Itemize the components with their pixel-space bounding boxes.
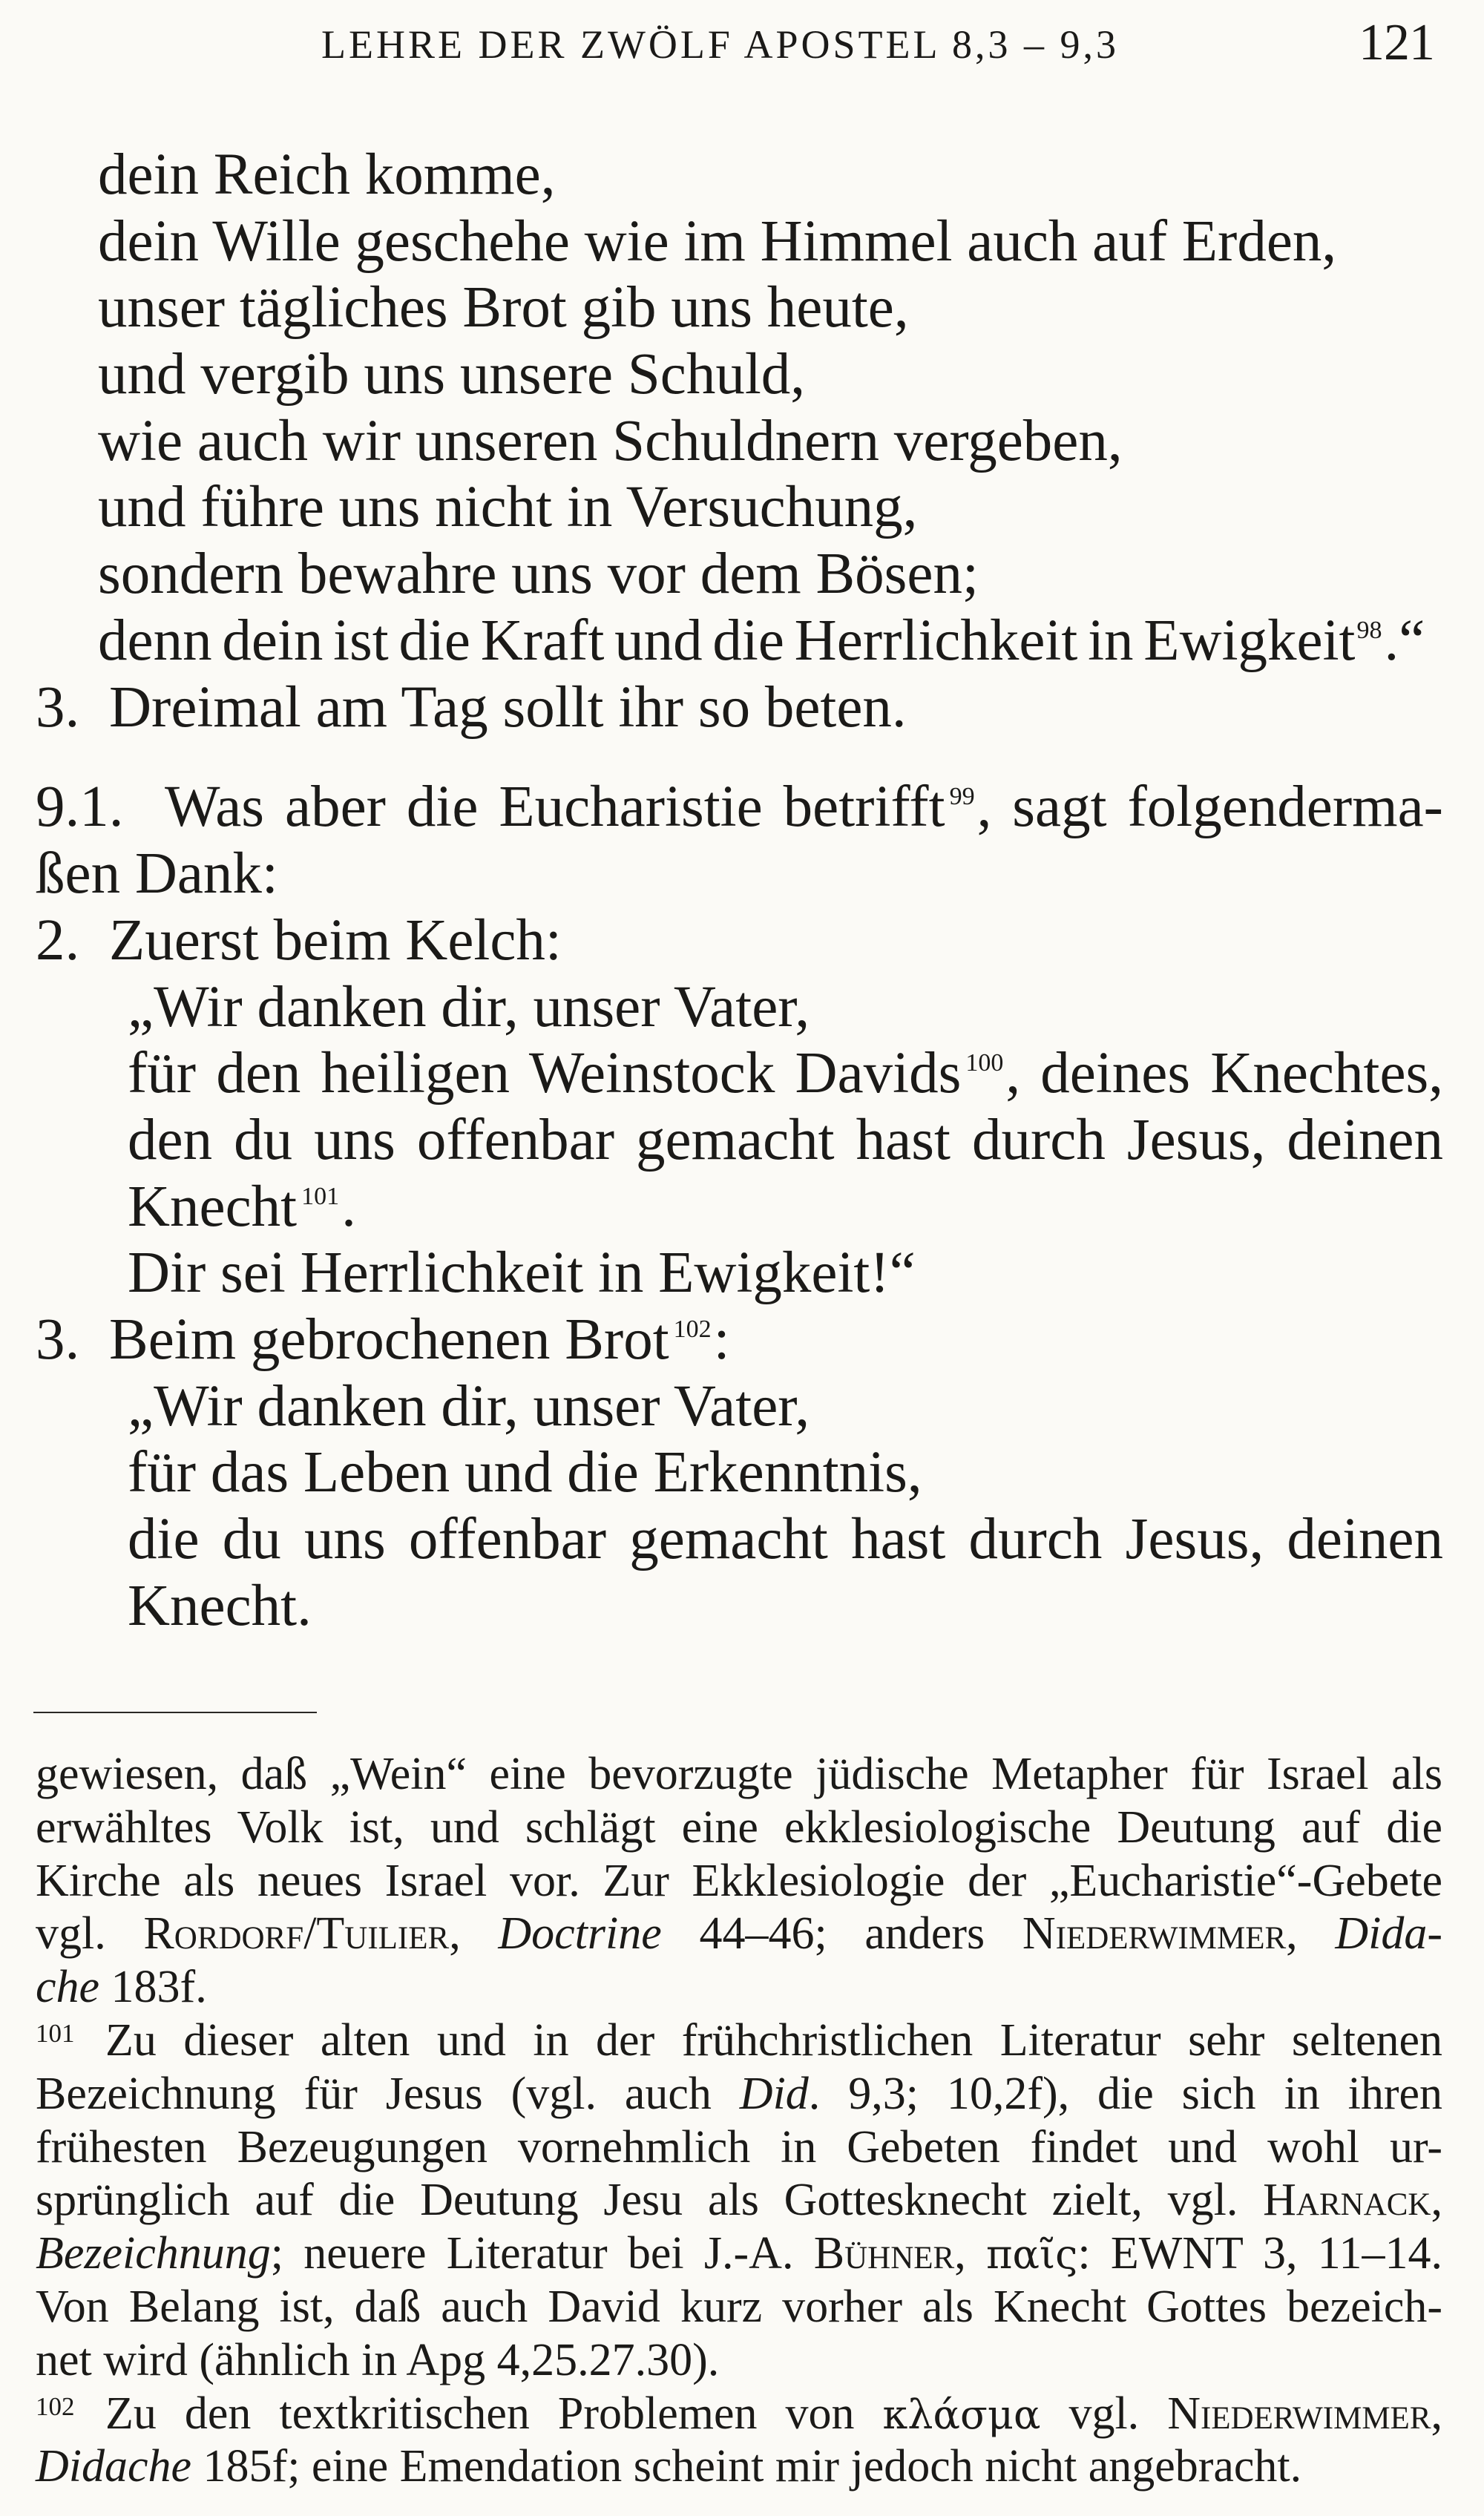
text-segment: 183f. [99,1962,207,2013]
text-segment: sprünglich auf die Deutung Jesu als Gottesknecht zielt, vgl. [36,2175,1264,2226]
bread-prayer-line: „Wir danken dir, unser Vater, [128,1373,810,1439]
doxology-line [0,608,1443,674]
footnote-100-line: gewiesen, daß „Wein“ eine bevorzugte jüdische Metapher für Israel als [36,1749,1442,1799]
text-segment: ; neuere Literatur bei J.-A. [270,2228,814,2279]
text-segment: , [449,1908,499,1960]
cup-prayer-line: Dir sei Herrlichkeit in Ewigkeit!“ [128,1241,916,1306]
verse-9-3 [0,1307,1443,1373]
footnote-101-line: net wird (ähnlich in Apg 4,25.27.30). [36,2334,720,2385]
verse-number: 2. [36,907,80,973]
greek-term: κλάσμα [882,2391,1041,2438]
footnote-100-line [36,1961,1442,2014]
verse-9-1 [0,774,1443,841]
text-segment: vgl. [36,1908,144,1960]
prayer-line: dein Wille geschehe wie im Himmel auch auf Erden, [98,208,1337,274]
verse-text: Zuerst beim Kelch: [109,907,562,973]
book-title: Did [739,2068,809,2119]
author-name: Rordorf/Tuilier [143,1908,450,1960]
footnote-101-line [36,2174,1442,2227]
author-name: Niederwimmer [1167,2388,1431,2439]
doxology-text: denn dein ist die Kraft und die Herrlichkeit in Ewigkeit [98,608,1356,673]
prayer-text-tail: , deines Knechtes, [1005,1041,1443,1106]
footnote-ref-100: 100 [965,1049,1004,1077]
prayer-text-tail: . [341,1174,356,1239]
footnotes [36,1748,1442,2494]
footnote-100-line: Kirche als neues Israel vor. Zur Ekklesiologie der „Eucharistie“-Gebete [36,1855,1442,1906]
verse-text-tail: , sagt folgenderma- [976,775,1443,840]
book-title: Bezeichnung [36,2228,271,2279]
footnote-ref-102: 102 [673,1315,712,1343]
prayer-line: und vergib uns unsere Schuld, [98,342,806,407]
greek-term: παῖς [985,2231,1078,2279]
cup-prayer-line [0,1040,1443,1107]
book-title: Doctrine [498,1908,662,1960]
book-title: che [36,1962,100,2013]
footnote-102-line [36,2440,1442,2494]
prayer-line: sondern bewahre uns vor dem Bösen; [98,542,979,607]
verse-number: 3. [36,1307,80,1372]
verse-text: Dreimal am Tag sollt ihr so beten. [109,674,907,740]
text-segment: , [1286,1908,1336,1960]
prayer-line: und führe uns nicht in Versuchung, [98,475,918,540]
footnote-101-line [36,2227,1442,2281]
author-name: Niederwimmer [1022,1908,1287,1960]
bread-prayer-line: die du uns offenbar gemacht hast durch Jesus, deinen [128,1507,1443,1572]
verse-text: Was aber die Eucharistie betrifft [165,775,945,840]
footnote-ref-99: 99 [949,783,975,811]
author-name: Bühner [813,2228,955,2279]
prayer-text: Knecht [128,1174,298,1239]
verse-9-2 [0,907,1443,974]
footnote-101-line: frühesten Bezeugungen vornehmlich in Gebeten findet und wohl ur- [36,2121,1442,2172]
text-segment: , [954,2228,986,2279]
footnote-ref-98: 98 [1356,616,1382,644]
footnote-101-line: Von Belang ist, daß auch David kurz vorher als Knecht Gottes bezeich- [36,2281,1442,2332]
verse-8-3 [0,674,1443,741]
verse-text-tail: : [713,1307,730,1372]
footnote-100-line [36,1908,1442,1961]
footnote-separator-rule [33,1712,317,1713]
cup-prayer-line [0,1174,1443,1241]
footnote-ref-101: 101 [301,1182,340,1210]
main-text [0,142,1443,1639]
text-segment: . 9,3; 10,2f), die sich in ihren [808,2068,1442,2119]
book-title: Didache [36,2441,192,2492]
bread-prayer-line: für das Leben und die Erkenntnis, [128,1440,922,1505]
text-segment: Zu den textkritischen Problemen von [105,2388,883,2439]
running-title: LEHRE DER ZWÖLF APOSTEL 8,3 – 9,3 [321,22,1119,67]
text-segment: 185f; eine Emendation scheint mir jedoch nicht angebracht. [191,2441,1302,2492]
doxology-tail: .“ [1384,608,1425,673]
footnote-101-line [36,2068,1442,2121]
text-segment: : EWNT 3, 11–14. [1077,2228,1443,2279]
prayer-line: dein Reich komme, [98,142,556,207]
text-segment: , [1431,2175,1442,2226]
text-segment: Bezeichnung für Jesus (vgl. auch [36,2068,740,2119]
verse-text: Beim gebrochenen Brot [109,1307,669,1372]
text-segment: 44–46; anders [661,1908,1022,1960]
verse-number: 3. [36,674,80,740]
footnote-100-line: erwähltes Volk ist, und schlägt eine ekklesiologische Deutung auf die [36,1801,1442,1853]
verse-number: 9.1. [36,775,124,840]
footnote-102-line: 102 Zu den textkritischen Problemen von κλάσμα vgl. Niederwimmer, [36,2388,1442,2439]
prayer-text: für den heiligen Weinstock Davids [128,1041,962,1106]
footnote-101-line: 101 Zu dieser alten und in der frühchristlichen Literatur sehr seltenen [36,2014,1442,2066]
bread-prayer-line: Knecht. [128,1573,312,1638]
cup-prayer-line: „Wir danken dir, unser Vater, [128,974,810,1039]
text-segment: , [1431,2388,1442,2439]
page-number: 121 [1359,14,1434,71]
author-name: Harnack [1263,2175,1431,2226]
prayer-line: wie auch wir unseren Schuldnern vergeben, [98,408,1123,473]
prayer-line: unser tägliches Brot gib uns heute, [98,275,909,341]
text-segment: vgl. [1040,2388,1168,2439]
book-title: Dida- [1335,1908,1443,1960]
text-segment: Zu dieser alten und in der frühchristlichen Literatur sehr seltenen [105,2014,1442,2066]
verse-9-1-continuation: ßen Dank: [36,841,278,907]
cup-prayer-line: den du uns offenbar gemacht hast durch Jesus, deinen [128,1107,1443,1172]
